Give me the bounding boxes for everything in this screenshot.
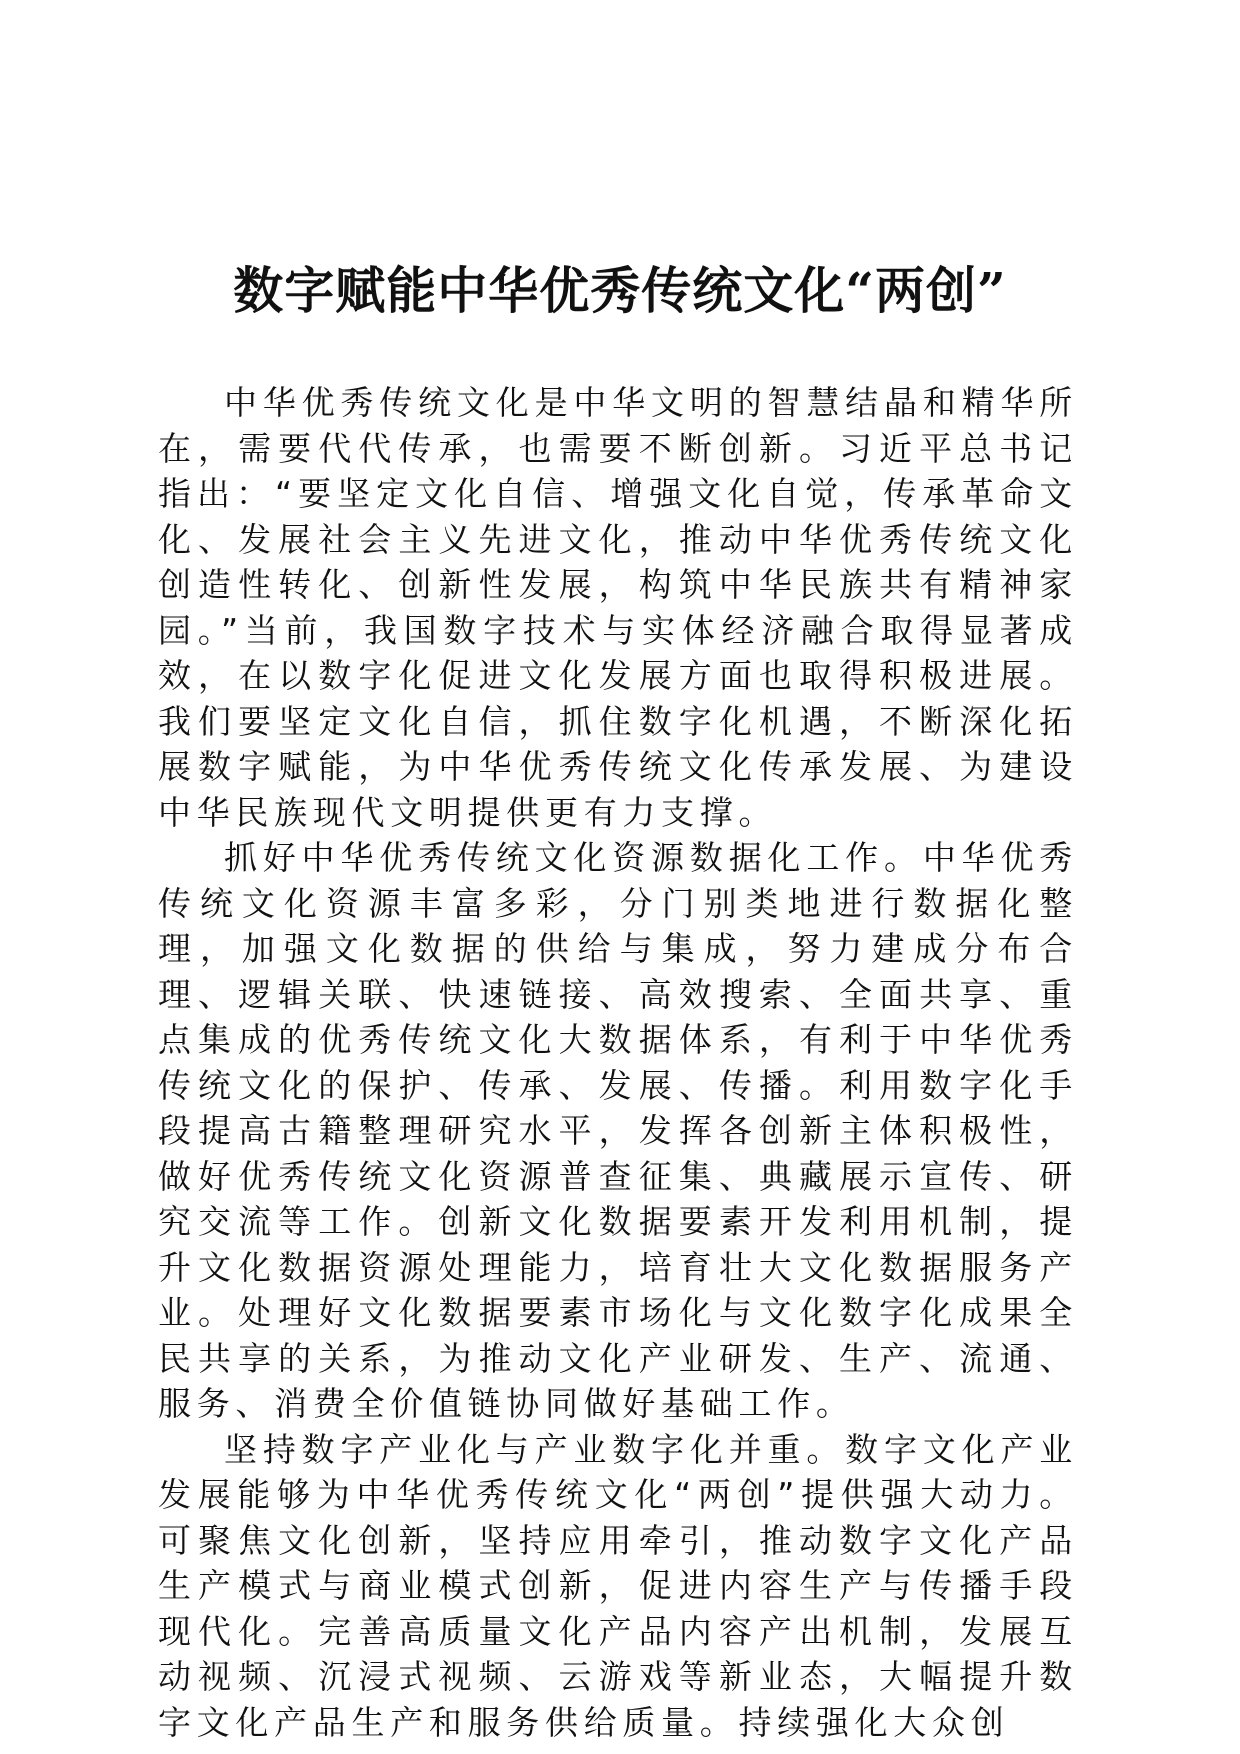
- paragraph-intro: 中华优秀传统文化是中华文明的智慧结晶和精华所在，需要代代传承，也需要不断创新。习近平总书记指出：“要坚定文化自信、增强文化自觉，传承革命文化、发展社会主义先进文化，推动中华优秀传统文化创造性转化、创新性发展，构筑中华民族共有精神家园。”当前，我国数字技术与实体经济融合取得显著成效，在以数字化促进文化发展方面也取得积极进展。我们要坚定文化自信，抓住数字化机遇，不断深化拓展数字赋能，为中华优秀传统文化传承发展、为建设中华民族现代文明提供更有力支撑。: [158, 383, 1078, 832]
- document-title: 数字赋能中华优秀传统文化“两创”: [233, 261, 1007, 320]
- paragraph-digital-industry: 坚持数字产业化与产业数字化并重。数字文化产业发展能够为中华优秀传统文化“两创”提供强大动力。可聚焦文化创新，坚持应用牵引，推动数字文化产品生产模式与商业模式创新，促进内容生产与传播手段现代化。完善高质量文化产品内容产出机制，发展互动视频、沉浸式视频、云游戏等新业态，大幅提升数字文化产品生产和服务供给质量。持续强化大众创: [158, 1429, 1078, 1742]
- paragraph-resource-data: 抓好中华优秀传统文化资源数据化工作。中华优秀传统文化资源丰富多彩，分门别类地进行数据化整理，加强文化数据的供给与集成，努力建成分布合理、逻辑关联、快速链接、高效搜索、全面共享、重点集成的优秀传统文化大数据体系，有利于中华优秀传统文化的保护、传承、发展、传播。利用数字化手段提高古籍整理研究水平，发挥各创新主体积极性，做好优秀传统文化资源普查征集、典藏展示宣传、研究交流等工作。创新文化数据要素开发利用机制，提升文化数据资源处理能力，培育壮大文化数据服务产业。处理好文化数据要素市场化与文化数字化成果全民共享的关系，为推动文化产业研发、生产、流通、服务、消费全价值链协同做好基础工作。: [158, 838, 1078, 1423]
- document-body: [158, 380, 1078, 1745]
